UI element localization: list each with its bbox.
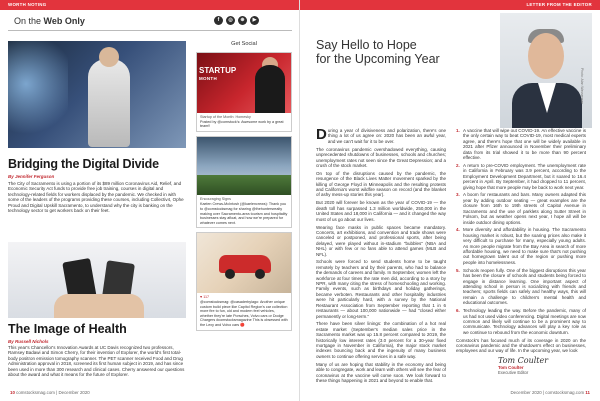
post-lead: Encouraging Signs (200, 196, 231, 201)
folio-text: December 2020 | comstocksmag.com (510, 390, 585, 395)
social-icons (214, 16, 259, 25)
social-post[interactable] (196, 136, 292, 229)
badge-bottom: MONTH (199, 76, 217, 81)
paragraph: The coronavirus pandemic overshadowed everything, causing unprecedented shutdowns of businesses, schools and churches; unemployment rates not seen since the Great Depression; and a crush of the stock market. (316, 146, 446, 168)
post-caption: Kaelen Crews-McIntosh (@kaelencrews): Thank you to @comstocksmag for sharing @thehuntersrealty making over Sacramento-area tourism and hospitality businesses stay afloat, and how we're prepared for whatever comes next. (200, 202, 288, 225)
article-summary: This year's Chancellor's Innovation Awards at UC Davis recognized two professors, Ramsey Badawi and Simon Cherry, for their invention of Explorer, the world's first total-body positron emission tomography scanner. The PET scanner received Food and Drug Administration approval in 2018, screened its first human subject in 2019, and has since been used in more than 300 research and clinical cases. Cherry answered our questions about the award and what it means for the future of Explorer. (8, 345, 185, 378)
post-title: Startup of the Month: Homesky (200, 115, 251, 119)
facebook-icon[interactable]: f (214, 16, 223, 25)
folio-text: comstocksmag.com | December 2020 (16, 390, 90, 395)
article-summary: The City of Sacramento is using a portion of its $89 million Coronavirus Aid, Relief, and Economic Security Act funds to provide free job training, courses in digital and technology-related fields for workers displaced by the pandemic. We checked in with some of the leaders of the programs providing these courses, including Collectiv4, Ophe Proud and Digital Upskill Sacramento, to understand why the city is banking on the technology sector to get workers back on their feet. (8, 181, 184, 214)
web-only-title-bold: Web Only (43, 16, 85, 26)
editor-portrait (500, 13, 592, 128)
post-image (197, 137, 291, 195)
digital-divide-photo[interactable] (8, 41, 186, 148)
get-social-column (196, 41, 292, 335)
post-image (197, 53, 291, 113)
right-page (300, 0, 600, 401)
post-caption: Posted by @comstock's: Awesome work by a great team!! (200, 119, 284, 129)
section-band (300, 0, 600, 10)
editor-signoff (498, 356, 588, 375)
page-number: 11 (585, 390, 590, 395)
post-caption: @comstocksmag: @casaderbylago: Another unique custom build piece like Capitol Region's car collection more fire to fun, old and modern feel vehicles, whether they're late Porsches, Volvo cars or Dodge Chargers #comstocksmagazine This is obsessed with the Lexy and Volvo cars 🔴 (200, 299, 288, 327)
paragraph: Many of us are hoping that stability in the economy and being able to congregate, work and learn with others will see the fear of coronavirus at the vaccine will come soon. We look forward to these things happening in 2021 and beyond to enable that. (316, 361, 446, 383)
letter-title-line: Say Hello to Hope (316, 38, 417, 52)
web-only-title-pre: On the (14, 16, 44, 26)
article-headline[interactable]: Bridging the Digital Divide (8, 157, 159, 171)
social-post[interactable] (196, 52, 292, 132)
web-icon[interactable]: ⊕ (238, 16, 247, 25)
article-headline[interactable]: The Image of Health (8, 322, 127, 336)
divider (8, 30, 292, 31)
list-item: 5. Schools reopen fully. One of the biggest disruptions this year has been the closure of schools and students being forced to engage in distance learning. One important aspect of attending school in person is socializing with friends and teachers; sports fields can safely and healthy ways, this will remain a challenge to children's mental health and educational outcomes. (456, 267, 586, 306)
instagram-icon[interactable]: ◎ (226, 16, 235, 25)
paragraph: Schools were forced to send students home to be taught remotely by teachers and by their parents, who had to balance the demands of careers and family. In September, women left the workforce at four times the rate men did, according to a story by NPR, with many citing the stress of homeschooling and working. Family events, such as birthdays and holiday gatherings, became verboten. Restaurants and other hospitality industries were hit particularly hard, with a survey by the National Restaurant Association from September reporting that 1 in 6 restaurants — about 100,000 nationwide — had "closed either permanently or long-term." (316, 259, 446, 319)
section-band-label: WORTH NOTING (8, 2, 47, 7)
paragraph: There have been silver linings: the combination of a hot real estate market (September's median sales price in the Sacramento market was up 15.8 percent compared to 2019, the historically low interest rates (3.0 percent for a 30-year fixed mortgage in November in California), the major stock market indexes bouncing back and the ingenuity of many business owners to continue offering services in a safe way. (316, 321, 446, 359)
signature: Tom Coulter (498, 356, 549, 365)
paragraph: On top of the disruptions caused by the pandemic, the resurgence of the Black Lives Matter movement sparked by the killing of George Floyd in Minneapolis and the resulting protests and California's worst wildfire season on record (and the blanket of ashy mess-up stories this year). (316, 170, 446, 198)
list-item: 4. More diversity and affordability in housing. The Sacramento housing market is robust, but the soaring prices also make it very difficult to purchase for many, especially young adults. As more people migrate from the Bay Area in search of more affordable housing, we need to make sure that's not pushing out homegrown talent out of the region or pushing more people into homelessness. (456, 227, 586, 265)
letter-title-line: for the Upcoming Year (316, 52, 440, 66)
closing-paragraph: Comstock's has focused much of its coverage in 2020 on the coronavirus pandemic and the shutdown's effect on businesses, employees and our way of life. In the upcoming year, we look (456, 337, 586, 354)
letter-title (316, 38, 440, 66)
paragraph: During a year of divisiveness and polarization, there's one thing a lot of us agree on: 2020 has been an awful year, and we can't wait for it to be over. (316, 126, 446, 144)
list-item: 2. A return to pre-COVID employment. The unemployment rate in California in February was 3.9 percent, according to the Employment Development Department, but it soared to 16.4 percent in April. By September, it had dropped to 11 percent, giving hope that more people may be back to work next year. (456, 162, 586, 190)
editor-title: Executive Editor (498, 370, 529, 375)
social-post[interactable] (196, 232, 292, 330)
list-item: 3. A boom for restaurants and bars. Many owners adapted this year by adding outdoor seating — great examples are the closure from 16th to 19th streets of Capitol Avenue in Sacramento and the use of parklets along Sutter Street in Folsom, but as weather opens next year, I hope all will be inside outdoor dining options. (456, 192, 586, 225)
image-of-health-photo[interactable] (8, 242, 186, 318)
startup-month-badge (199, 67, 236, 83)
article-byline: By Jennifer Ferguson (8, 174, 55, 179)
web-only-title (14, 16, 85, 26)
section-band (0, 0, 300, 10)
paragraph: But 2020 will forever be known as the year of COVID-19 — the death toll has surpassed 1.3 million worldwide, 250,000 in the United States and 18,000 in California — and it changed the way most of us go about our lives. (316, 200, 446, 222)
letter-column-2 (456, 128, 586, 356)
page-folio (10, 390, 90, 395)
article-byline: By Russell Nichols (8, 339, 49, 344)
paragraph: Wearing face masks in public spaces became mandatory. Concerts, art exhibitions, and convention and trade shows were canceled or postponed, and professional sports, after being delayed, were played without in-stadium "bubbles" (NBA and NHL) or with few or no fans able to attend games (MLB and NFL). (316, 224, 446, 257)
list-item: 6. Technology leading the way. Before the pandemic, many of us had not used video conferencing. Digital meetings are now common and likely will continue to be a prominent way to communicate. Technology advances will play a key role as we continue to rebound from the economic downturn. (456, 308, 586, 335)
post-likes: ♥ 117 (200, 295, 210, 300)
dropcap: D (316, 126, 327, 143)
page-number: 10 (10, 390, 15, 395)
badge-top: STARTUP (199, 66, 237, 75)
editor-name: Tom Coulter (498, 365, 524, 370)
list-item: 1. A vaccine that will wipe out COVID-19. An effective vaccine is the only certain way to beat COVID-19, most medical experts agree, and there's hope that one will be widely available in 2021 after Pfizer announced in November their preliminary data from its trial showed it to be more than 90 percent effective. (456, 128, 586, 161)
letter-column-1 (316, 128, 446, 386)
photo-credit: Photo: Alan Wasserman (580, 68, 584, 105)
youtube-icon[interactable]: ▶ (250, 16, 259, 25)
section-band-label: LETTER FROM THE EDITOR (526, 2, 592, 7)
post-image (197, 233, 291, 293)
get-social-heading: Get Social (231, 41, 257, 47)
page-folio (510, 390, 590, 395)
